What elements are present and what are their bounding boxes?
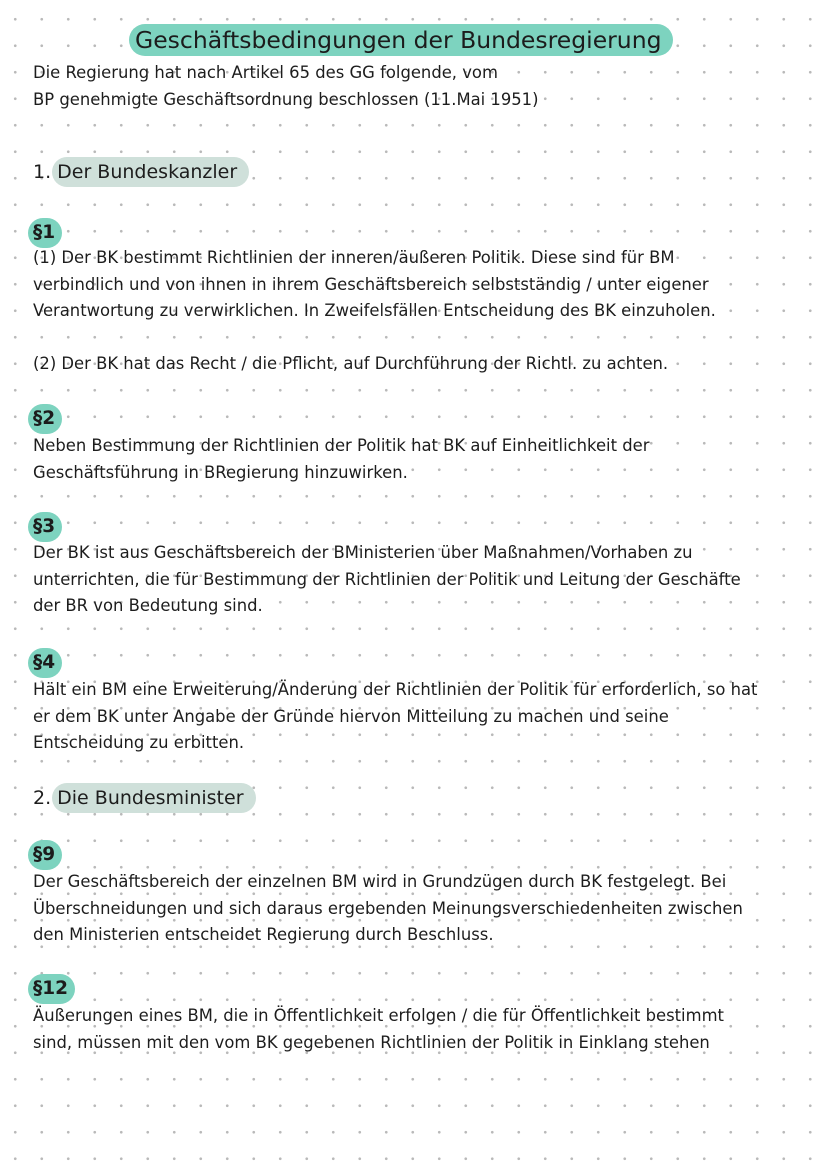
- paragraph-label-4: §4: [28, 648, 62, 678]
- text-line: Hält ein BM eine Erweiterung/Änderung der Richtlinien der Politik für erforderlich, so hat: [33, 680, 758, 699]
- paragraph-label-1: §1: [28, 218, 62, 248]
- text-line: (1) Der BK bestimmt Richtlinien der inneren/äußeren Politik. Diese sind für BM: [33, 248, 675, 267]
- text-line: (2) Der BK hat das Recht / die Pflicht, auf Durchführung der Richtl. zu achten.: [33, 354, 669, 373]
- section-heading-bundesminister: [33, 783, 256, 813]
- text-line: Verantwortung zu verwirklichen. In Zweifelsfällen Entscheidung des BK einzuholen.: [33, 301, 716, 321]
- paragraph-2-text: [33, 433, 649, 486]
- text-line: unterrichten, die für Bestimmung der Richtlinien der Politik und Leitung der Geschäfte: [33, 569, 741, 589]
- paragraph-4-text: [33, 677, 758, 757]
- section-title: Die Bundesminister: [52, 783, 255, 813]
- text-line: Geschäftsführung in BRegierung hinzuwirken.: [33, 462, 408, 482]
- paragraph-label-2: §2: [28, 404, 62, 434]
- text-line: Äußerungen eines BM, die in Öffentlichkeit erfolgen / die für Öffentlichkeit bestimmt: [33, 1006, 724, 1025]
- text-line: verbindlich und von ihnen in ihrem Geschäftsbereich selbstständig / unter eigener: [33, 274, 709, 294]
- text-line: Der Geschäftsbereich der einzelnen BM wird in Grundzügen durch BK festgelegt. Bei: [33, 872, 727, 891]
- paragraph-3-text: [33, 540, 741, 620]
- section-heading-bundeskanzler: [33, 157, 249, 187]
- section-title: Der Bundeskanzler: [52, 157, 249, 187]
- text-line: Überschneidungen und sich daraus ergebenden Meinungsverschiedenheiten zwischen: [33, 898, 743, 918]
- text-line: den Ministerien entscheidet Regierung durch Beschluss.: [33, 925, 494, 945]
- intro-line: BP genehmigte Geschäftsordnung beschlossen (11.Mai 1951): [33, 89, 539, 109]
- text-line: sind, müssen mit den vom BK gegebenen Richtlinien der Politik in Einklang stehen: [33, 1032, 710, 1052]
- page-title: Geschäftsbedingungen der Bundesregierung: [129, 24, 673, 56]
- text-line: er dem BK unter Angabe der Gründe hiervon Mitteilung zu machen und seine: [33, 706, 669, 726]
- paragraph-label-9: §9: [28, 840, 62, 870]
- text-line: Der BK ist aus Geschäftsbereich der BMinisterien über Maßnahmen/Vorhaben zu: [33, 543, 693, 562]
- intro-line: Die Regierung hat nach Artikel 65 des GG folgende, vom: [33, 63, 498, 82]
- paragraph-12-text: [33, 1003, 724, 1056]
- intro-text: [33, 60, 539, 113]
- text-line: der BR von Bedeutung sind.: [33, 596, 263, 616]
- paragraph-label-3: §3: [28, 512, 62, 542]
- paragraph-9-text: [33, 869, 743, 949]
- section-number: 2.: [33, 787, 52, 809]
- paragraph-1-subsection-2: [33, 351, 668, 378]
- text-line: Neben Bestimmung der Richtlinien der Politik hat BK auf Einheitlichkeit der: [33, 436, 650, 455]
- text-line: Entscheidung zu erbitten.: [33, 733, 245, 753]
- paragraph-label-12: §12: [28, 974, 75, 1004]
- section-number: 1.: [33, 161, 52, 183]
- paragraph-1-text: [33, 245, 716, 325]
